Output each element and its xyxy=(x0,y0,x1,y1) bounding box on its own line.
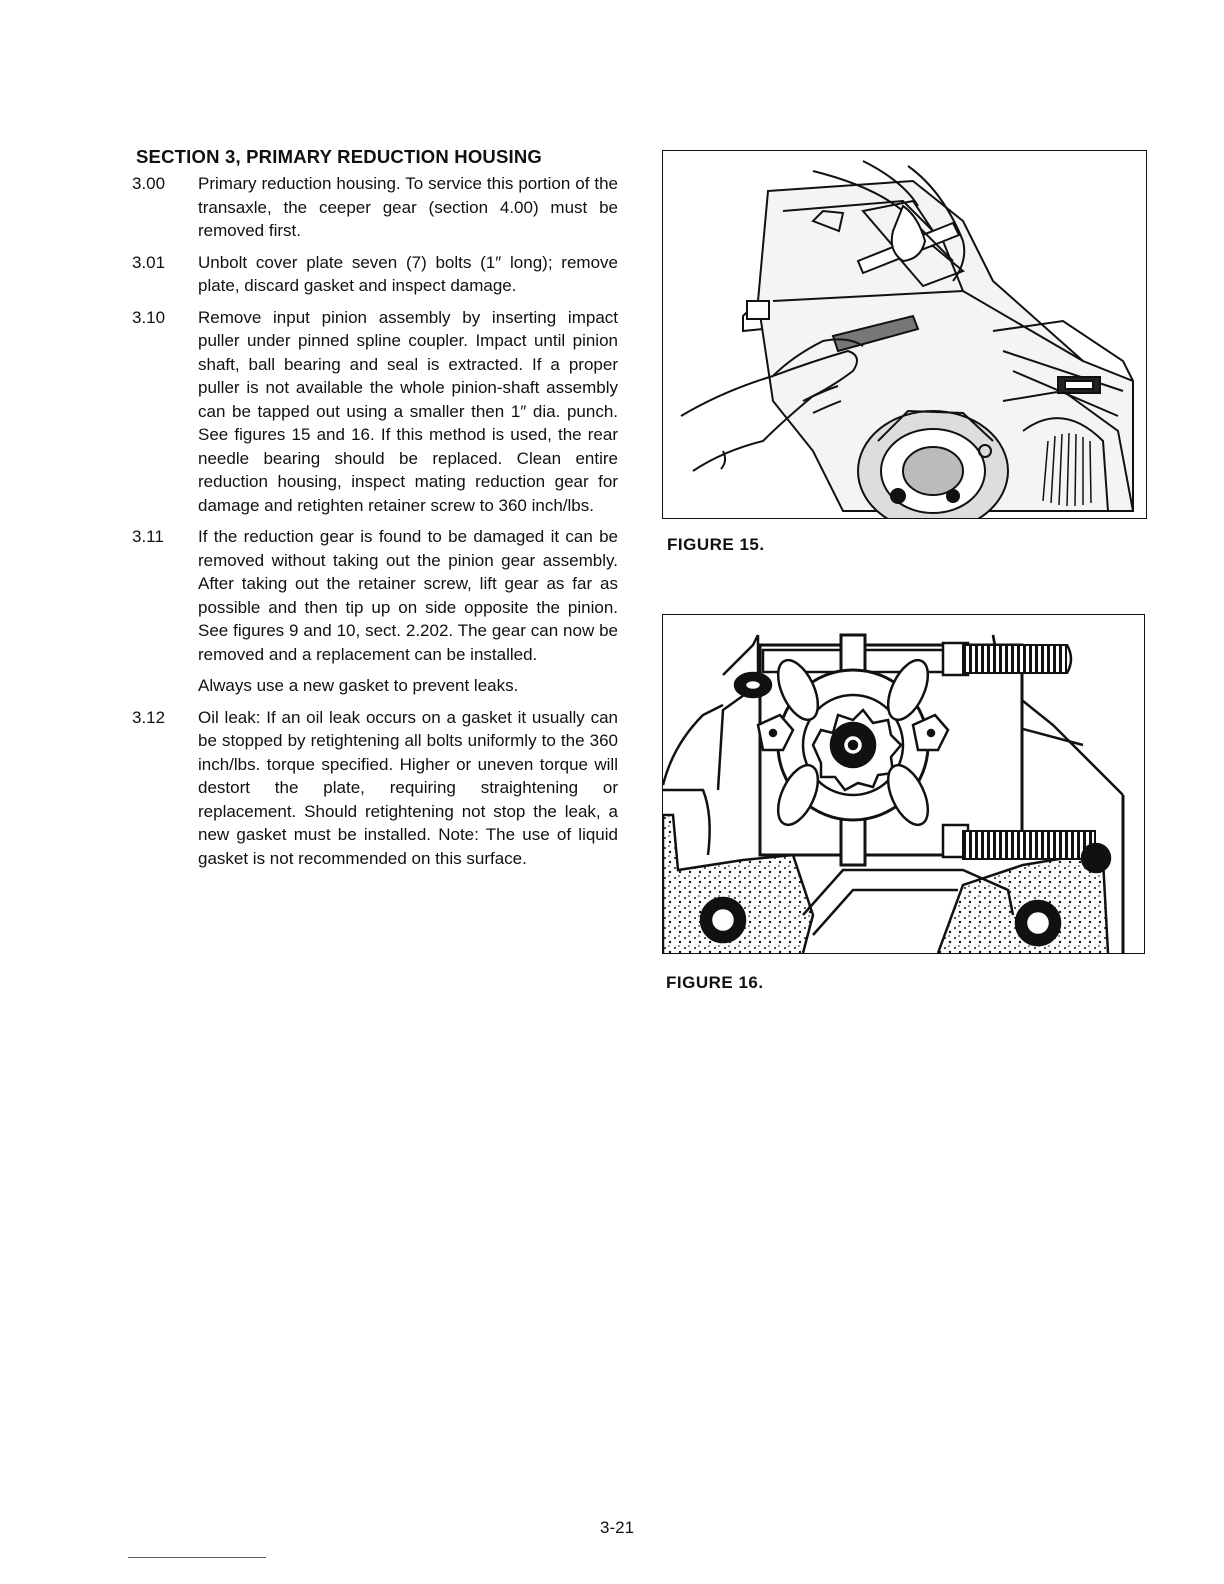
paragraph-3-00 xyxy=(132,172,618,243)
text-column xyxy=(132,172,618,878)
paragraph-3-10 xyxy=(132,306,618,518)
paragraph-3-01 xyxy=(132,251,618,298)
paragraph-number: 3.00 xyxy=(132,174,166,193)
figure-15-caption: FIGURE 15. xyxy=(667,535,765,554)
section-heading: SECTION 3, PRIMARY REDUCTION HOUSING xyxy=(136,146,543,167)
paragraph-number: 3.01 xyxy=(132,252,166,272)
paragraph-3-12 xyxy=(132,706,618,871)
bearing-puller-drawing xyxy=(663,615,1144,953)
paragraph-number: 3.10 xyxy=(132,307,166,327)
footer-rule xyxy=(128,1557,266,1558)
gasket-note: Always use a new gasket to prevent leaks. xyxy=(198,676,519,695)
paragraph-number: 3.11 xyxy=(132,527,164,546)
paragraph-number: 3.12 xyxy=(132,707,166,727)
paragraph-text: Primary reduction housing. To service this portion of the transaxle, the ceeper gear (section 4.00) must be removed first. xyxy=(198,174,618,240)
paragraph-text: If the reduction gear is found to be damaged it can be removed without taking out the pinion gear assembly. After taking out the retainer screw, lift gear as far as possible and then tip up on side opposite the pinion. See figures 9 and 10, sect. 2.202. The gear can now be removed and a replacement can be installed. xyxy=(198,527,618,664)
figure-16-illustration xyxy=(662,614,1145,954)
paragraph-text: Remove input pinion assembly by inserting impact puller under pinned spline coupler. Impact until pinion shaft, ball bearing and seal is extracted. If a proper puller is not available the whole pinion-shaft assembly can be tapped out using a smaller then 1″ dia. punch. See figures 15 and 16. If this method is used, the rear needle bearing should be replaced. Clean entire reduction housing, inspect mating reduction gear for damage and retighten retainer screw to 360 inch/lbs. xyxy=(198,307,618,515)
paragraph-text: Oil leak: If an oil leak occurs on a gasket it usually can be stopped by retightening all bolts uniformly to the 360 inch/lbs. torque specified. Higher or uneven torque will destort the plate, requiring straightening or replacement. Should retightening not stop the leak, a new gasket must be installed. Note: The use of liquid gasket is not recommended on this surface. xyxy=(198,707,618,868)
page-number: 3-21 xyxy=(600,1518,635,1537)
figure-16-caption: FIGURE 16. xyxy=(666,973,764,992)
paragraph-text: Unbolt cover plate seven (7) bolts (1″ long); remove plate, discard gasket and inspect damage. xyxy=(198,252,618,295)
figure-15-illustration xyxy=(662,150,1147,519)
transaxle-housing-drawing xyxy=(663,151,1146,518)
paragraph-3-11 xyxy=(132,525,618,666)
